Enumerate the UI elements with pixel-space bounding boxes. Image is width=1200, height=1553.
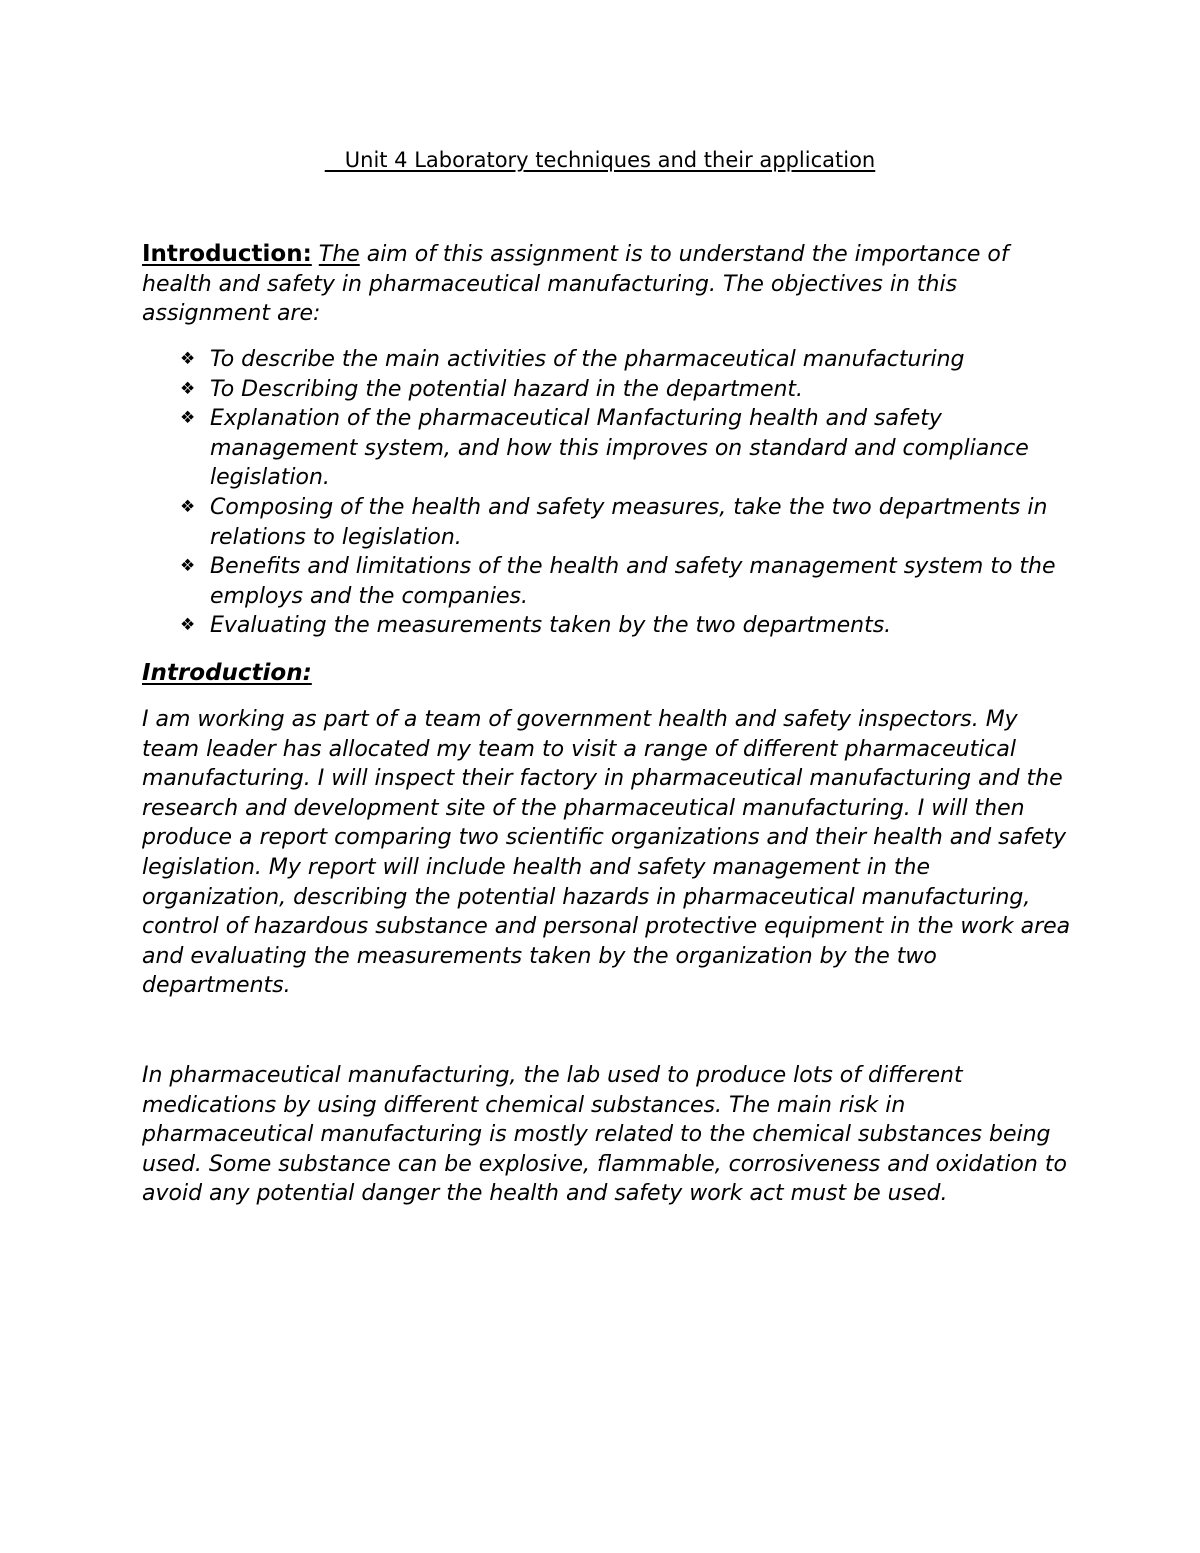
list-item (142, 493, 1072, 552)
list-item (142, 404, 1072, 493)
diamond-bullet-icon: ❖ (180, 556, 196, 577)
list-item-text: To describe the main activities of the pharmaceutical manufacturing (210, 347, 965, 372)
intro-label: Introduction: (142, 241, 312, 267)
diamond-bullet-icon: ❖ (180, 615, 196, 636)
objectives-list (142, 345, 1072, 641)
list-item (142, 345, 1072, 375)
list-item (142, 611, 1072, 641)
intro-paragraph (142, 240, 1072, 329)
document-title-text: Unit 4 Laboratory techniques and their application (324, 148, 876, 172)
list-item (142, 375, 1072, 405)
list-item-text: Explanation of the pharmaceutical Manfacturing health and safety management system, and how this improves on standard and compliance legislation. (210, 406, 1029, 491)
diamond-bullet-icon: ❖ (180, 378, 196, 399)
body-paragraph: In pharmaceutical manufacturing, the lab used to produce lots of different medications by using different chemical substances. The main risk in pharmaceutical manufacturing is mostly related to the chemical substances being used. Some substance can be explosive, flammable, corrosiveness and oxidation to avoid any potential danger the health and safety work act must be used. (142, 1063, 1067, 1207)
list-item-text: To Describing the potential hazard in the department. (210, 376, 804, 402)
intro-lead-word: The (318, 242, 360, 267)
list-item-text: Evaluating the measurements taken by the two departments. (210, 613, 892, 639)
document-title (0, 146, 1200, 174)
list-item-text: Benefits and limitations of the health and safety management system to the employs and the companies. (210, 554, 1056, 609)
diamond-bullet-icon: ❖ (180, 408, 196, 429)
body-paragraph: I am working as part of a team of government health and safety inspectors. My team leader has allocated my team to visit a range of different pharmaceutical manufacturing. I will inspect their factory in pharmaceutical manufacturing and the research and development site of the pharmaceutical manufacturing. I will then produce a report comparing two scientific organizations and their health and safety legislation. My report will include health and safety management in the organization, describing the potential hazards in pharmaceutical manufacturing, control of hazardous substance and personal protective equipment in the work area and evaluating the measurements taken by the organization by the two departments. (142, 707, 1071, 999)
list-item (142, 552, 1072, 611)
diamond-bullet-icon: ❖ (180, 349, 196, 369)
intro-text: aim of this assignment is to understand the importance of health and safety in pharmaceutical manufacturing. The objectives in this assignment are: (142, 242, 1009, 327)
section-heading: Introduction: (142, 660, 312, 686)
list-item-text: Composing of the health and safety measures, take the two departments in relations to legislation. (210, 494, 1048, 550)
diamond-bullet-icon: ❖ (180, 496, 196, 517)
